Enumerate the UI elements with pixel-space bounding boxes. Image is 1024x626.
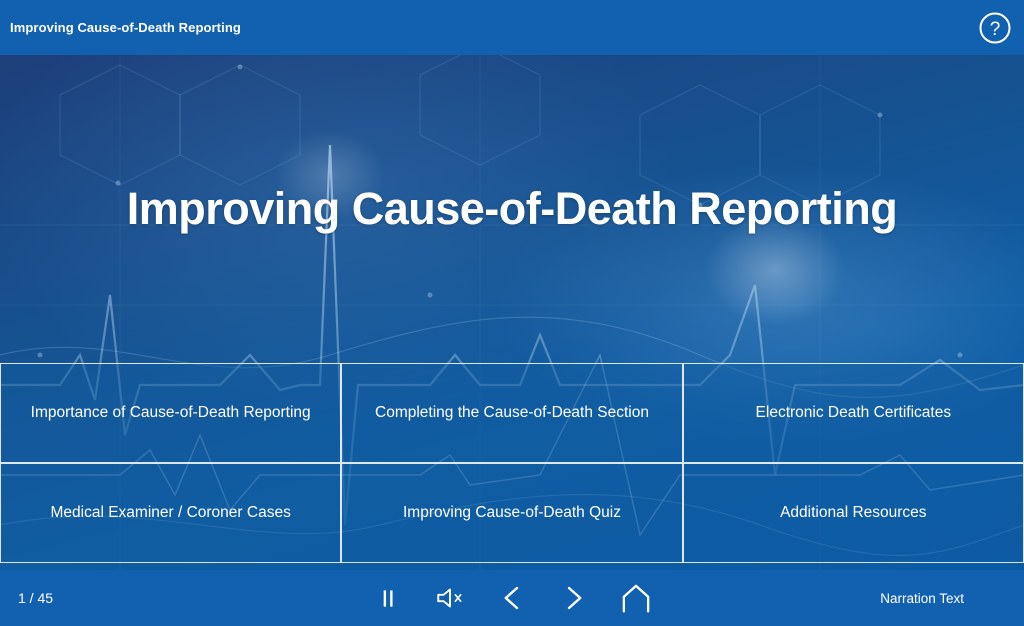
page-title: Improving Cause-of-Death Reporting bbox=[126, 183, 898, 234]
menu-item-medical-examiner-coroner[interactable] bbox=[0, 463, 341, 563]
chevron-left-icon[interactable] bbox=[492, 578, 532, 618]
menu-item-label: Importance of Cause-of-Death Reporting bbox=[30, 404, 311, 421]
menu-item-label: Improving Cause-of-Death Quiz bbox=[403, 504, 621, 521]
menu-item-importance[interactable] bbox=[0, 363, 341, 463]
menu-grid bbox=[0, 363, 1024, 563]
home-icon[interactable] bbox=[616, 578, 656, 618]
menu-item-label: Electronic Death Certificates bbox=[755, 404, 952, 421]
svg-text:?: ? bbox=[989, 18, 1001, 40]
menu-item-electronic-death-certificates[interactable] bbox=[683, 363, 1024, 463]
player-controls-bar bbox=[0, 570, 1024, 626]
title-bar bbox=[0, 0, 1024, 55]
menu-item-label: Completing the Cause-of-Death Section bbox=[375, 404, 649, 421]
chevron-right-icon[interactable] bbox=[554, 578, 594, 618]
speaker-muted-icon[interactable] bbox=[430, 578, 470, 618]
menu-item-quiz[interactable] bbox=[341, 463, 682, 563]
playback-controls bbox=[368, 578, 656, 618]
pause-icon[interactable] bbox=[368, 578, 408, 618]
menu-item-label: Medical Examiner / Coroner Cases bbox=[50, 504, 291, 521]
slide-stage bbox=[0, 55, 1024, 570]
narration-text-button[interactable]: Narration Text bbox=[880, 590, 964, 606]
menu-item-additional-resources[interactable] bbox=[683, 463, 1024, 563]
menu-item-label: Additional Resources bbox=[780, 504, 927, 521]
course-title: Improving Cause-of-Death Reporting bbox=[10, 20, 241, 35]
slide-counter: 1 / 45 bbox=[18, 590, 54, 606]
help-icon[interactable] bbox=[978, 11, 1012, 45]
menu-item-completing-section[interactable] bbox=[341, 363, 682, 463]
